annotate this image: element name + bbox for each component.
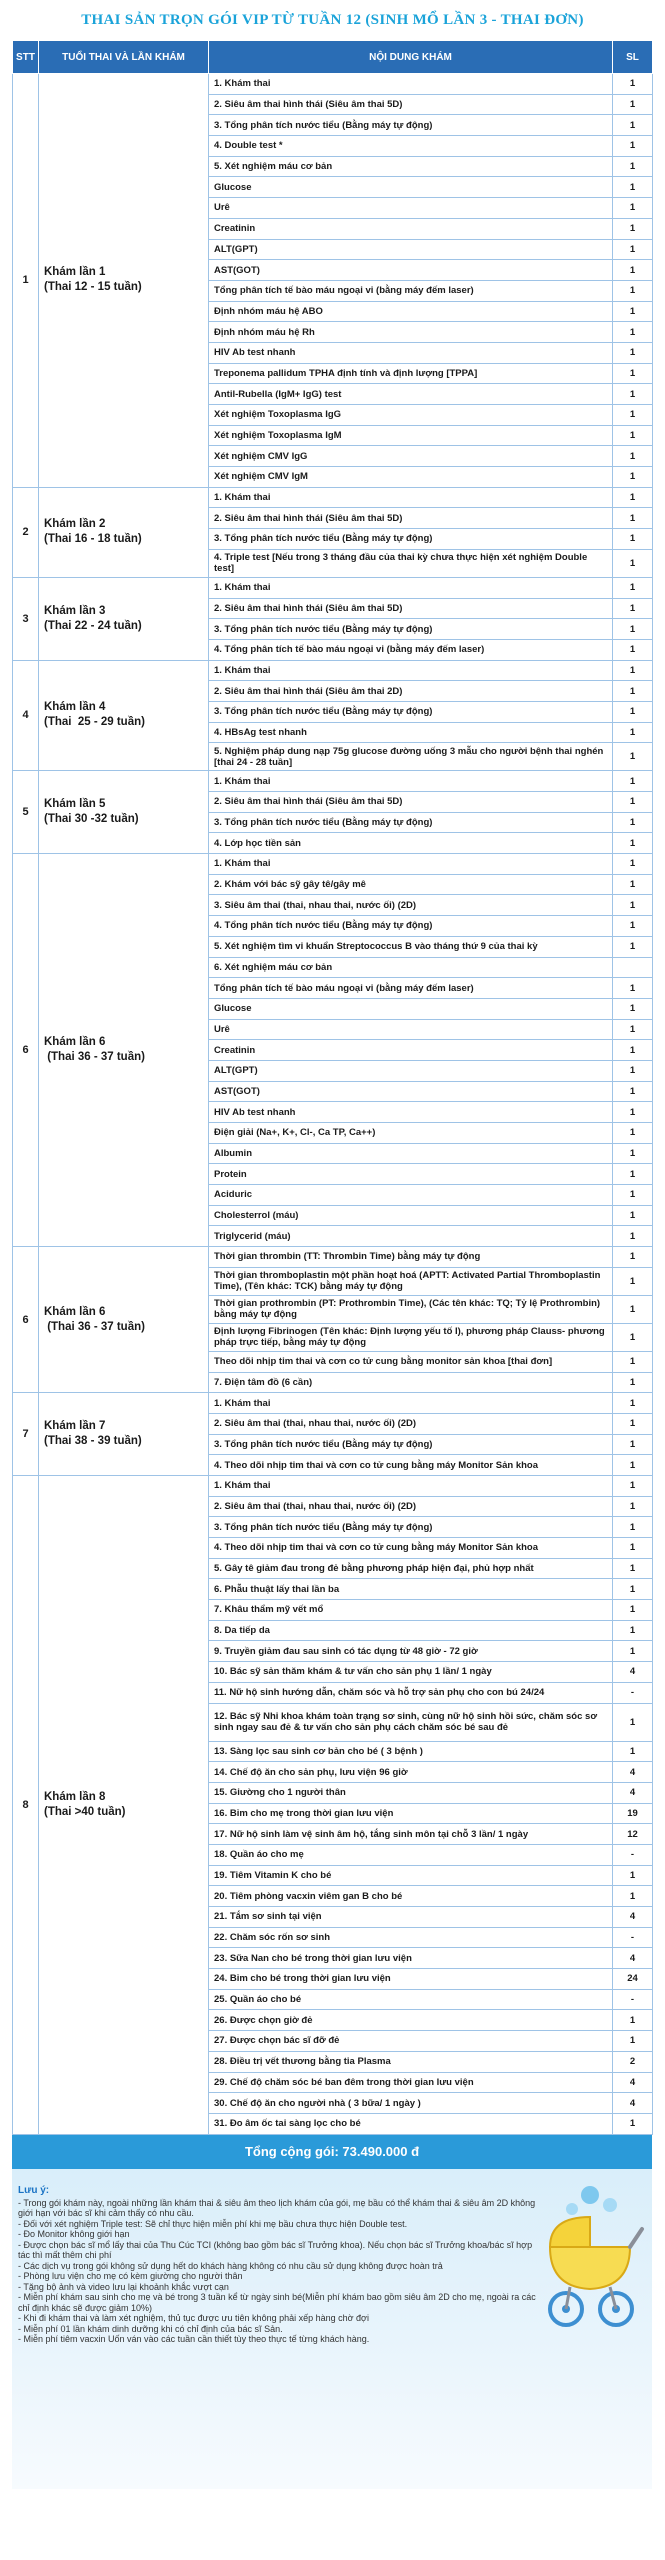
service-qty: 1 bbox=[613, 1703, 653, 1741]
service-qty: 1 bbox=[613, 260, 653, 281]
service-item: 15. Giường cho 1 người thân bbox=[209, 1782, 613, 1803]
note-item: - Miễn phí khám sau sinh cho mẹ và bé trong 3 tuần kể từ ngày sinh bé(Miễn phí khám bao gồm siêu âm 2D cho mẹ, ngoài ra các chỉ định khác sẽ được giảm 10%) bbox=[18, 2292, 536, 2313]
page-title: THAI SẢN TRỌN GÓI VIP TỪ TUẦN 12 (SINH MỔ LẦN 3 - THAI ĐƠN) bbox=[81, 11, 584, 28]
service-item: Triglycerid (máu) bbox=[209, 1226, 613, 1247]
service-qty: 1 bbox=[613, 936, 653, 957]
row-stt: 2 bbox=[13, 487, 39, 577]
visit-cell bbox=[39, 1393, 209, 1476]
table-row bbox=[13, 854, 653, 875]
service-item: 1. Khám thai bbox=[209, 1475, 613, 1496]
service-qty: 1 bbox=[613, 1393, 653, 1414]
row-stt: 3 bbox=[13, 577, 39, 660]
service-qty: 1 bbox=[613, 156, 653, 177]
service-item: 20. Tiêm phòng vacxin viêm gan B cho bé bbox=[209, 1886, 613, 1907]
service-qty: 1 bbox=[613, 1372, 653, 1393]
note-item: - Miễn phí tiêm vacxin Uốn ván vào các tuần cần thiết tùy theo thực tế từng khách hàng. bbox=[18, 2334, 370, 2345]
service-qty: 1 bbox=[613, 1205, 653, 1226]
service-qty: 1 bbox=[613, 895, 653, 916]
notes-section bbox=[12, 2169, 652, 2489]
visit-cell bbox=[39, 1247, 209, 1393]
service-qty: 1 bbox=[613, 1295, 653, 1323]
service-item: HIV Ab test nhanh bbox=[209, 1102, 613, 1123]
visit-cell bbox=[39, 1475, 209, 2134]
service-qty: 1 bbox=[613, 1081, 653, 1102]
service-qty: 1 bbox=[613, 812, 653, 833]
service-item: 14. Chế độ ăn cho sản phụ, lưu viện 96 giờ bbox=[209, 1762, 613, 1783]
table-row bbox=[13, 487, 653, 508]
service-qty: 4 bbox=[613, 1762, 653, 1783]
note-item: - Đo Monitor không giới hạn bbox=[18, 2229, 130, 2240]
service-item: 11. Nữ hộ sinh hướng dẫn, chăm sóc và hỗ trợ sản phụ cho con bú 24/24 bbox=[209, 1682, 613, 1703]
service-item: Creatinin bbox=[209, 218, 613, 239]
visit-weeks: (Thai 12 - 15 tuần) bbox=[44, 281, 142, 294]
service-qty: 1 bbox=[613, 660, 653, 681]
service-item: 23. Sữa Nan cho bé trong thời gian lưu viện bbox=[209, 1948, 613, 1969]
service-qty: 1 bbox=[613, 1517, 653, 1538]
service-qty: 1 bbox=[613, 2031, 653, 2052]
service-item: 2. Siêu âm thai (thai, nhau thai, nước ối) (2D) bbox=[209, 1496, 613, 1517]
service-qty: 4 bbox=[613, 2093, 653, 2114]
row-stt: 6 bbox=[13, 1247, 39, 1393]
service-item: 31. Đo âm ốc tai sàng lọc cho bé bbox=[209, 2113, 613, 2134]
service-item: 1. Khám thai bbox=[209, 771, 613, 792]
service-item: 3. Tổng phân tích nước tiểu (Bằng máy tự động) bbox=[209, 812, 613, 833]
note-item: - Đối với xét nghiệm Triple test: Sẽ chỉ thực hiện miễn phí khi mẹ bầu chưa thực hiện Double test. bbox=[18, 2218, 408, 2229]
service-qty: 1 bbox=[613, 1434, 653, 1455]
visit-label: Khám lần 5 bbox=[44, 798, 106, 811]
service-qty: 1 bbox=[613, 549, 653, 577]
service-qty: 1 bbox=[613, 2113, 653, 2134]
visit-label: Khám lần 4 bbox=[44, 701, 106, 714]
service-item: 4. Lớp học tiền sản bbox=[209, 833, 613, 854]
service-item: 3. Tổng phân tích nước tiểu (Bằng máy tự động) bbox=[209, 1434, 613, 1455]
visit-label: Khám lần 1 bbox=[44, 266, 106, 279]
service-qty: 1 bbox=[613, 681, 653, 702]
visit-weeks: (Thai 22 - 24 tuần) bbox=[44, 619, 142, 632]
service-item: 28. Điều trị vết thương bằng tia Plasma bbox=[209, 2051, 613, 2072]
service-qty: 1 bbox=[613, 115, 653, 136]
service-item: 22. Chăm sóc rốn sơ sinh bbox=[209, 1927, 613, 1948]
service-item: 26. Được chọn giờ đẻ bbox=[209, 2010, 613, 2031]
service-item: Creatinin bbox=[209, 1040, 613, 1061]
service-item: 1. Khám thai bbox=[209, 660, 613, 681]
service-qty: 1 bbox=[613, 1600, 653, 1621]
service-qty: 1 bbox=[613, 1185, 653, 1206]
service-qty: 1 bbox=[613, 1413, 653, 1434]
service-item: Albumin bbox=[209, 1143, 613, 1164]
service-qty: 1 bbox=[613, 619, 653, 640]
service-item: 7. Điện tâm đồ (6 cần) bbox=[209, 1372, 613, 1393]
service-item: 3. Tổng phân tích nước tiểu (Bằng máy tự động) bbox=[209, 701, 613, 722]
service-qty: 1 bbox=[613, 487, 653, 508]
service-qty: 1 bbox=[613, 1226, 653, 1247]
service-qty: 1 bbox=[613, 1886, 653, 1907]
service-item: HIV Ab test nhanh bbox=[209, 342, 613, 363]
service-item: 3. Tổng phân tích nước tiểu (Bằng máy tự động) bbox=[209, 619, 613, 640]
service-item: 29. Chế độ chăm sóc bé ban đêm trong thời gian lưu viện bbox=[209, 2072, 613, 2093]
service-qty: - bbox=[613, 1682, 653, 1703]
service-qty: 1 bbox=[613, 1641, 653, 1662]
service-item: Định nhóm máu hệ ABO bbox=[209, 301, 613, 322]
service-qty: 1 bbox=[613, 598, 653, 619]
note-item: - Các dịch vụ trong gói không sử dụng hết do khách hàng không có nhu cầu sử dụng không được hoàn trả bbox=[18, 2260, 443, 2271]
service-qty: 1 bbox=[613, 280, 653, 301]
visit-weeks: (Thai 25 - 29 tuần) bbox=[44, 716, 145, 729]
note-item: - Tặng bộ ảnh và video lưu lại khoảnh khắc vượt cạn bbox=[18, 2281, 229, 2292]
note-item: - Khi đi khám thai và làm xét nghiệm, thủ tục được ưu tiên không phải xếp hàng chờ đợi bbox=[18, 2313, 369, 2324]
service-qty: 1 bbox=[613, 239, 653, 260]
service-qty: 1 bbox=[613, 577, 653, 598]
service-qty: 1 bbox=[613, 363, 653, 384]
service-item: AST(GOT) bbox=[209, 1081, 613, 1102]
service-qty: - bbox=[613, 1844, 653, 1865]
service-item: ALT(GPT) bbox=[209, 1060, 613, 1081]
service-qty: 1 bbox=[613, 833, 653, 854]
service-qty: 4 bbox=[613, 1662, 653, 1683]
service-qty: 1 bbox=[613, 1558, 653, 1579]
service-item: 8. Da tiếp da bbox=[209, 1620, 613, 1641]
service-qty: 1 bbox=[613, 1579, 653, 1600]
service-item: Xét nghiệm Toxoplasma IgM bbox=[209, 425, 613, 446]
service-item: 4. Triple test [Nếu trong 3 tháng đầu của thai kỳ chưa thực hiện xét nghiệm Double test] bbox=[209, 549, 613, 577]
service-qty: 1 bbox=[613, 405, 653, 426]
service-qty: 1 bbox=[613, 978, 653, 999]
table-row bbox=[13, 660, 653, 681]
service-qty: 2 bbox=[613, 2051, 653, 2072]
service-qty: 4 bbox=[613, 2072, 653, 2093]
service-item: Theo dõi nhịp tim thai và cơn co tử cung bằng monitor sản khoa [thai đơn] bbox=[209, 1351, 613, 1372]
service-item: 4. HBsAg test nhanh bbox=[209, 722, 613, 743]
service-item: 5. Xét nghiệm máu cơ bản bbox=[209, 156, 613, 177]
service-item: Treponema pallidum TPHA định tính và định lượng [TPPA] bbox=[209, 363, 613, 384]
service-item: Tổng phân tích tế bào máu ngoại vi (bằng máy đếm laser) bbox=[209, 978, 613, 999]
service-item: AST(GOT) bbox=[209, 260, 613, 281]
service-item: 5. Nghiệm pháp dung nạp 75g glucose đường uống 3 mẫu cho người bệnh thai nghén [thai 24 - 28 tuần] bbox=[209, 743, 613, 771]
service-item: 5. Xét nghiệm tìm vi khuẩn Streptococcus B vào tháng thứ 9 của thai kỳ bbox=[209, 936, 613, 957]
table-row bbox=[13, 1393, 653, 1414]
service-item: 9. Truyền giảm đau sau sinh có tác dụng từ 48 giờ - 72 giờ bbox=[209, 1641, 613, 1662]
note-item: - Miễn phí 01 lần khám dinh dưỡng khi có chỉ định của bác sĩ Sản. bbox=[18, 2323, 283, 2334]
service-qty: 1 bbox=[613, 446, 653, 467]
service-item: Xét nghiệm Toxoplasma IgG bbox=[209, 405, 613, 426]
table-row bbox=[13, 577, 653, 598]
service-qty: 1 bbox=[613, 529, 653, 550]
service-qty: 1 bbox=[613, 1019, 653, 1040]
service-item: 2. Siêu âm thai hình thái (Siêu âm thai 2D) bbox=[209, 681, 613, 702]
service-item: Thời gian prothrombin (PT: Prothrombin Time), (Các tên khác: TQ; Tỷ lệ Prothrombin) bằng máy tự động bbox=[209, 1295, 613, 1323]
service-item: Antil-Rubella (IgM+ IgG) test bbox=[209, 384, 613, 405]
service-item: 4. Double test * bbox=[209, 136, 613, 157]
service-qty: 1 bbox=[613, 701, 653, 722]
service-item: 1. Khám thai bbox=[209, 854, 613, 875]
service-item: 4. Theo dõi nhịp tim thai và cơn co tử cung bằng máy Monitor Sản khoa bbox=[209, 1538, 613, 1559]
service-qty: 1 bbox=[613, 425, 653, 446]
service-qty: 4 bbox=[613, 1782, 653, 1803]
service-qty: 1 bbox=[613, 874, 653, 895]
visit-weeks: (Thai 38 - 39 tuần) bbox=[44, 1435, 142, 1448]
service-item: Cholesterrol (máu) bbox=[209, 1205, 613, 1226]
service-item: Aciduric bbox=[209, 1185, 613, 1206]
service-item: ALT(GPT) bbox=[209, 239, 613, 260]
service-qty: 1 bbox=[613, 1455, 653, 1476]
service-qty: 1 bbox=[613, 384, 653, 405]
service-item: Urê bbox=[209, 1019, 613, 1040]
service-item: 17. Nữ hộ sinh làm vệ sinh âm hộ, tắng sinh môn tại chỗ 3 lần/ 1 ngày bbox=[209, 1824, 613, 1845]
visit-label: Khám lần 6 bbox=[44, 1305, 106, 1318]
service-item: 6. Phẫu thuật lấy thai lần ba bbox=[209, 1579, 613, 1600]
service-item: 5. Gây tê giảm đau trong đẻ bằng phương pháp hiện đại, phủ hợp nhất bbox=[209, 1558, 613, 1579]
table-body bbox=[13, 74, 653, 2135]
service-qty: 1 bbox=[613, 1351, 653, 1372]
visit-cell bbox=[39, 660, 209, 771]
service-qty: 1 bbox=[613, 1496, 653, 1517]
service-qty: 1 bbox=[613, 508, 653, 529]
service-item: 4. Tổng phân tích tế bào máu ngoại vi (bằng máy đếm laser) bbox=[209, 639, 613, 660]
total-price: Tổng cộng gói: 73.490.000 đ bbox=[12, 2135, 652, 2169]
service-item: 2. Siêu âm thai hình thái (Siêu âm thai 5D) bbox=[209, 508, 613, 529]
row-stt: 8 bbox=[13, 1475, 39, 2134]
service-item: Thời gian thromboplastin một phần hoạt hoá (APTT: Activated Partial Thromboplastin Time), (Tên khác: TCK) bằng máy tự động bbox=[209, 1267, 613, 1295]
service-qty: 1 bbox=[613, 1267, 653, 1295]
header-content: NỘI DUNG KHÁM bbox=[209, 41, 613, 74]
service-qty: 1 bbox=[613, 1123, 653, 1144]
service-item: 1. Khám thai bbox=[209, 577, 613, 598]
service-item: 4. Tổng phân tích nước tiểu (Bằng máy tự động) bbox=[209, 916, 613, 937]
service-item: 6. Xét nghiệm máu cơ bản bbox=[209, 957, 613, 978]
service-qty: 1 bbox=[613, 916, 653, 937]
table-row bbox=[13, 1475, 653, 1496]
service-qty: 12 bbox=[613, 1824, 653, 1845]
service-qty: 1 bbox=[613, 1620, 653, 1641]
row-stt: 6 bbox=[13, 854, 39, 1247]
service-qty: 1 bbox=[613, 1247, 653, 1268]
service-qty: 1 bbox=[613, 1102, 653, 1123]
visit-label: Khám lần 2 bbox=[44, 518, 106, 531]
service-item: 1. Khám thai bbox=[209, 1393, 613, 1414]
service-qty: 1 bbox=[613, 342, 653, 363]
service-item: Thời gian thrombin (TT: Thrombin Time) bằng máy tự động bbox=[209, 1247, 613, 1268]
service-item: 10. Bác sỹ sản thăm khám & tư vấn cho sản phụ 1 lần/ 1 ngày bbox=[209, 1662, 613, 1683]
note-item: - Phòng lưu viện cho mẹ có kèm giường cho người thân bbox=[18, 2271, 243, 2282]
service-item: Định nhóm máu hệ Rh bbox=[209, 322, 613, 343]
visit-cell bbox=[39, 771, 209, 854]
service-qty: 19 bbox=[613, 1803, 653, 1824]
service-qty: 1 bbox=[613, 218, 653, 239]
service-qty: 1 bbox=[613, 94, 653, 115]
service-qty: 1 bbox=[613, 639, 653, 660]
service-item: 7. Khâu thẩm mỹ vết mổ bbox=[209, 1600, 613, 1621]
service-qty: 1 bbox=[613, 771, 653, 792]
visit-cell bbox=[39, 487, 209, 577]
visit-weeks: (Thai >40 tuần) bbox=[44, 1805, 126, 1818]
service-item: 2. Siêu âm thai (thai, nhau thai, nước ối) (2D) bbox=[209, 1413, 613, 1434]
service-qty bbox=[613, 957, 653, 978]
service-qty: 1 bbox=[613, 854, 653, 875]
service-item: 16. Bỉm cho mẹ trong thời gian lưu viện bbox=[209, 1803, 613, 1824]
visit-label: Khám lần 3 bbox=[44, 604, 106, 617]
service-qty: 1 bbox=[613, 1323, 653, 1351]
header-stt: STT bbox=[13, 41, 39, 74]
visit-label: Khám lần 7 bbox=[44, 1420, 106, 1433]
table-header-row bbox=[13, 41, 653, 74]
service-item: 1. Khám thai bbox=[209, 487, 613, 508]
service-item: 24. Bỉm cho bé trong thời gian lưu viện bbox=[209, 1969, 613, 1990]
service-qty: 1 bbox=[613, 792, 653, 813]
service-qty: 4 bbox=[613, 1948, 653, 1969]
service-qty: 1 bbox=[613, 1538, 653, 1559]
service-qty: 1 bbox=[613, 467, 653, 488]
table-row bbox=[13, 1247, 653, 1268]
service-qty: 1 bbox=[613, 1060, 653, 1081]
service-qty: 1 bbox=[613, 198, 653, 219]
service-qty: - bbox=[613, 1989, 653, 2010]
visit-cell bbox=[39, 577, 209, 660]
service-qty: 1 bbox=[613, 1865, 653, 1886]
visit-weeks: (Thai 36 - 37 tuần) bbox=[44, 1051, 145, 1064]
visit-cell bbox=[39, 854, 209, 1247]
service-qty: 1 bbox=[613, 1164, 653, 1185]
service-item: 1. Khám thai bbox=[209, 74, 613, 95]
service-item: Tổng phân tích tế bào máu ngoại vi (bằng máy đếm laser) bbox=[209, 280, 613, 301]
service-item: Glucose bbox=[209, 177, 613, 198]
header-visit: TUỔI THAI VÀ LẦN KHÁM bbox=[39, 41, 209, 74]
service-qty: 1 bbox=[613, 1143, 653, 1164]
service-item: Định lượng Fibrinogen (Tên khác: Định lượng yếu tố I), phương pháp Clauss- phương pháp trực tiếp, bằng máy tự động bbox=[209, 1323, 613, 1351]
service-qty: 1 bbox=[613, 1040, 653, 1061]
service-qty: 1 bbox=[613, 722, 653, 743]
visit-weeks: (Thai 30 -32 tuần) bbox=[44, 813, 139, 826]
service-item: 2. Khám với bác sỹ gây tê/gây mê bbox=[209, 874, 613, 895]
package-table bbox=[12, 40, 653, 2135]
service-qty: - bbox=[613, 1927, 653, 1948]
service-item: 3. Tổng phân tích nước tiểu (Bằng máy tự động) bbox=[209, 1517, 613, 1538]
service-item: 2. Siêu âm thai hình thái (Siêu âm thai 5D) bbox=[209, 792, 613, 813]
service-item: Xét nghiệm CMV IgG bbox=[209, 446, 613, 467]
visit-label: Khám lần 6 bbox=[44, 1036, 106, 1049]
service-item: 3. Tổng phân tích nước tiểu (Bằng máy tự động) bbox=[209, 115, 613, 136]
service-qty: 1 bbox=[613, 177, 653, 198]
row-stt: 4 bbox=[13, 660, 39, 771]
visit-label: Khám lần 8 bbox=[44, 1790, 106, 1803]
service-item: 19. Tiêm Vitamin K cho bé bbox=[209, 1865, 613, 1886]
note-item: - Trong gói khám này, ngoài những lần khám thai & siêu âm theo lịch khám của gói, mẹ bầu có thể khám thai & siêu âm 2D không giới hạn với bác sĩ khi cảm thấy có nhu cầu. bbox=[18, 2197, 536, 2219]
notes-title: Lưu ý: bbox=[18, 2184, 50, 2196]
visit-weeks: (Thai 16 - 18 tuần) bbox=[44, 533, 142, 546]
service-item: 21. Tắm sơ sinh tại viện bbox=[209, 1907, 613, 1928]
visit-weeks: (Thai 36 - 37 tuần) bbox=[44, 1320, 145, 1333]
visit-cell bbox=[39, 74, 209, 488]
table-row bbox=[13, 74, 653, 95]
service-item: 2. Siêu âm thai hình thái (Siêu âm thai 5D) bbox=[209, 598, 613, 619]
service-qty: 1 bbox=[613, 322, 653, 343]
service-qty: 1 bbox=[613, 1741, 653, 1762]
service-qty: 1 bbox=[613, 1475, 653, 1496]
row-stt: 7 bbox=[13, 1393, 39, 1476]
service-item: Điện giải (Na+, K+, Cl-, Ca TP, Ca++) bbox=[209, 1123, 613, 1144]
service-item: 13. Sàng lọc sau sinh cơ bản cho bé ( 3 bệnh ) bbox=[209, 1741, 613, 1762]
note-item: - Được chọn bác sĩ mổ lấy thai của Thu Cúc TCI (không bao gồm bác sĩ Trưởng khoa). Nếu chọn bác sĩ Trưởng khoa/bác sĩ hợp tác thì mất thêm chi phí bbox=[18, 2239, 533, 2261]
baby-stroller-icon bbox=[530, 2177, 650, 2357]
service-item: Protein bbox=[209, 1164, 613, 1185]
service-item: 18. Quần áo cho mẹ bbox=[209, 1844, 613, 1865]
service-qty: 24 bbox=[613, 1969, 653, 1990]
service-item: Urê bbox=[209, 198, 613, 219]
table-row bbox=[13, 771, 653, 792]
service-item: 27. Được chọn bác sĩ đỡ đẻ bbox=[209, 2031, 613, 2052]
service-qty: 4 bbox=[613, 1907, 653, 1928]
service-qty: 1 bbox=[613, 74, 653, 95]
row-stt: 5 bbox=[13, 771, 39, 854]
service-qty: 1 bbox=[613, 743, 653, 771]
service-item: 3. Tổng phân tích nước tiểu (Bằng máy tự động) bbox=[209, 529, 613, 550]
service-qty: 1 bbox=[613, 998, 653, 1019]
service-item: 12. Bác sỹ Nhi khoa khám toàn trạng sơ sinh, cùng nữ hộ sinh hồi sức, chăm sóc sơ sinh ngay sau đẻ & tư vấn cho sản phụ cách chăm sóc bé sau đẻ bbox=[209, 1703, 613, 1741]
service-item: Glucose bbox=[209, 998, 613, 1019]
service-item: 2. Siêu âm thai hình thái (Siêu âm thai 5D) bbox=[209, 94, 613, 115]
service-qty: 1 bbox=[613, 301, 653, 322]
service-item: Xét nghiệm CMV IgM bbox=[209, 467, 613, 488]
service-item: 30. Chế độ ăn cho người nhà ( 3 bữa/ 1 ngày ) bbox=[209, 2093, 613, 2114]
service-item: 25. Quần áo cho bé bbox=[209, 1989, 613, 2010]
service-item: 4. Theo dõi nhịp tim thai và cơn co tử cung bằng máy Monitor Sản khoa bbox=[209, 1455, 613, 1476]
service-qty: 1 bbox=[613, 2010, 653, 2031]
service-qty: 1 bbox=[613, 136, 653, 157]
row-stt: 1 bbox=[13, 74, 39, 488]
service-item: 3. Siêu âm thai (thai, nhau thai, nước ối) (2D) bbox=[209, 895, 613, 916]
header-qty: SL bbox=[613, 41, 653, 74]
